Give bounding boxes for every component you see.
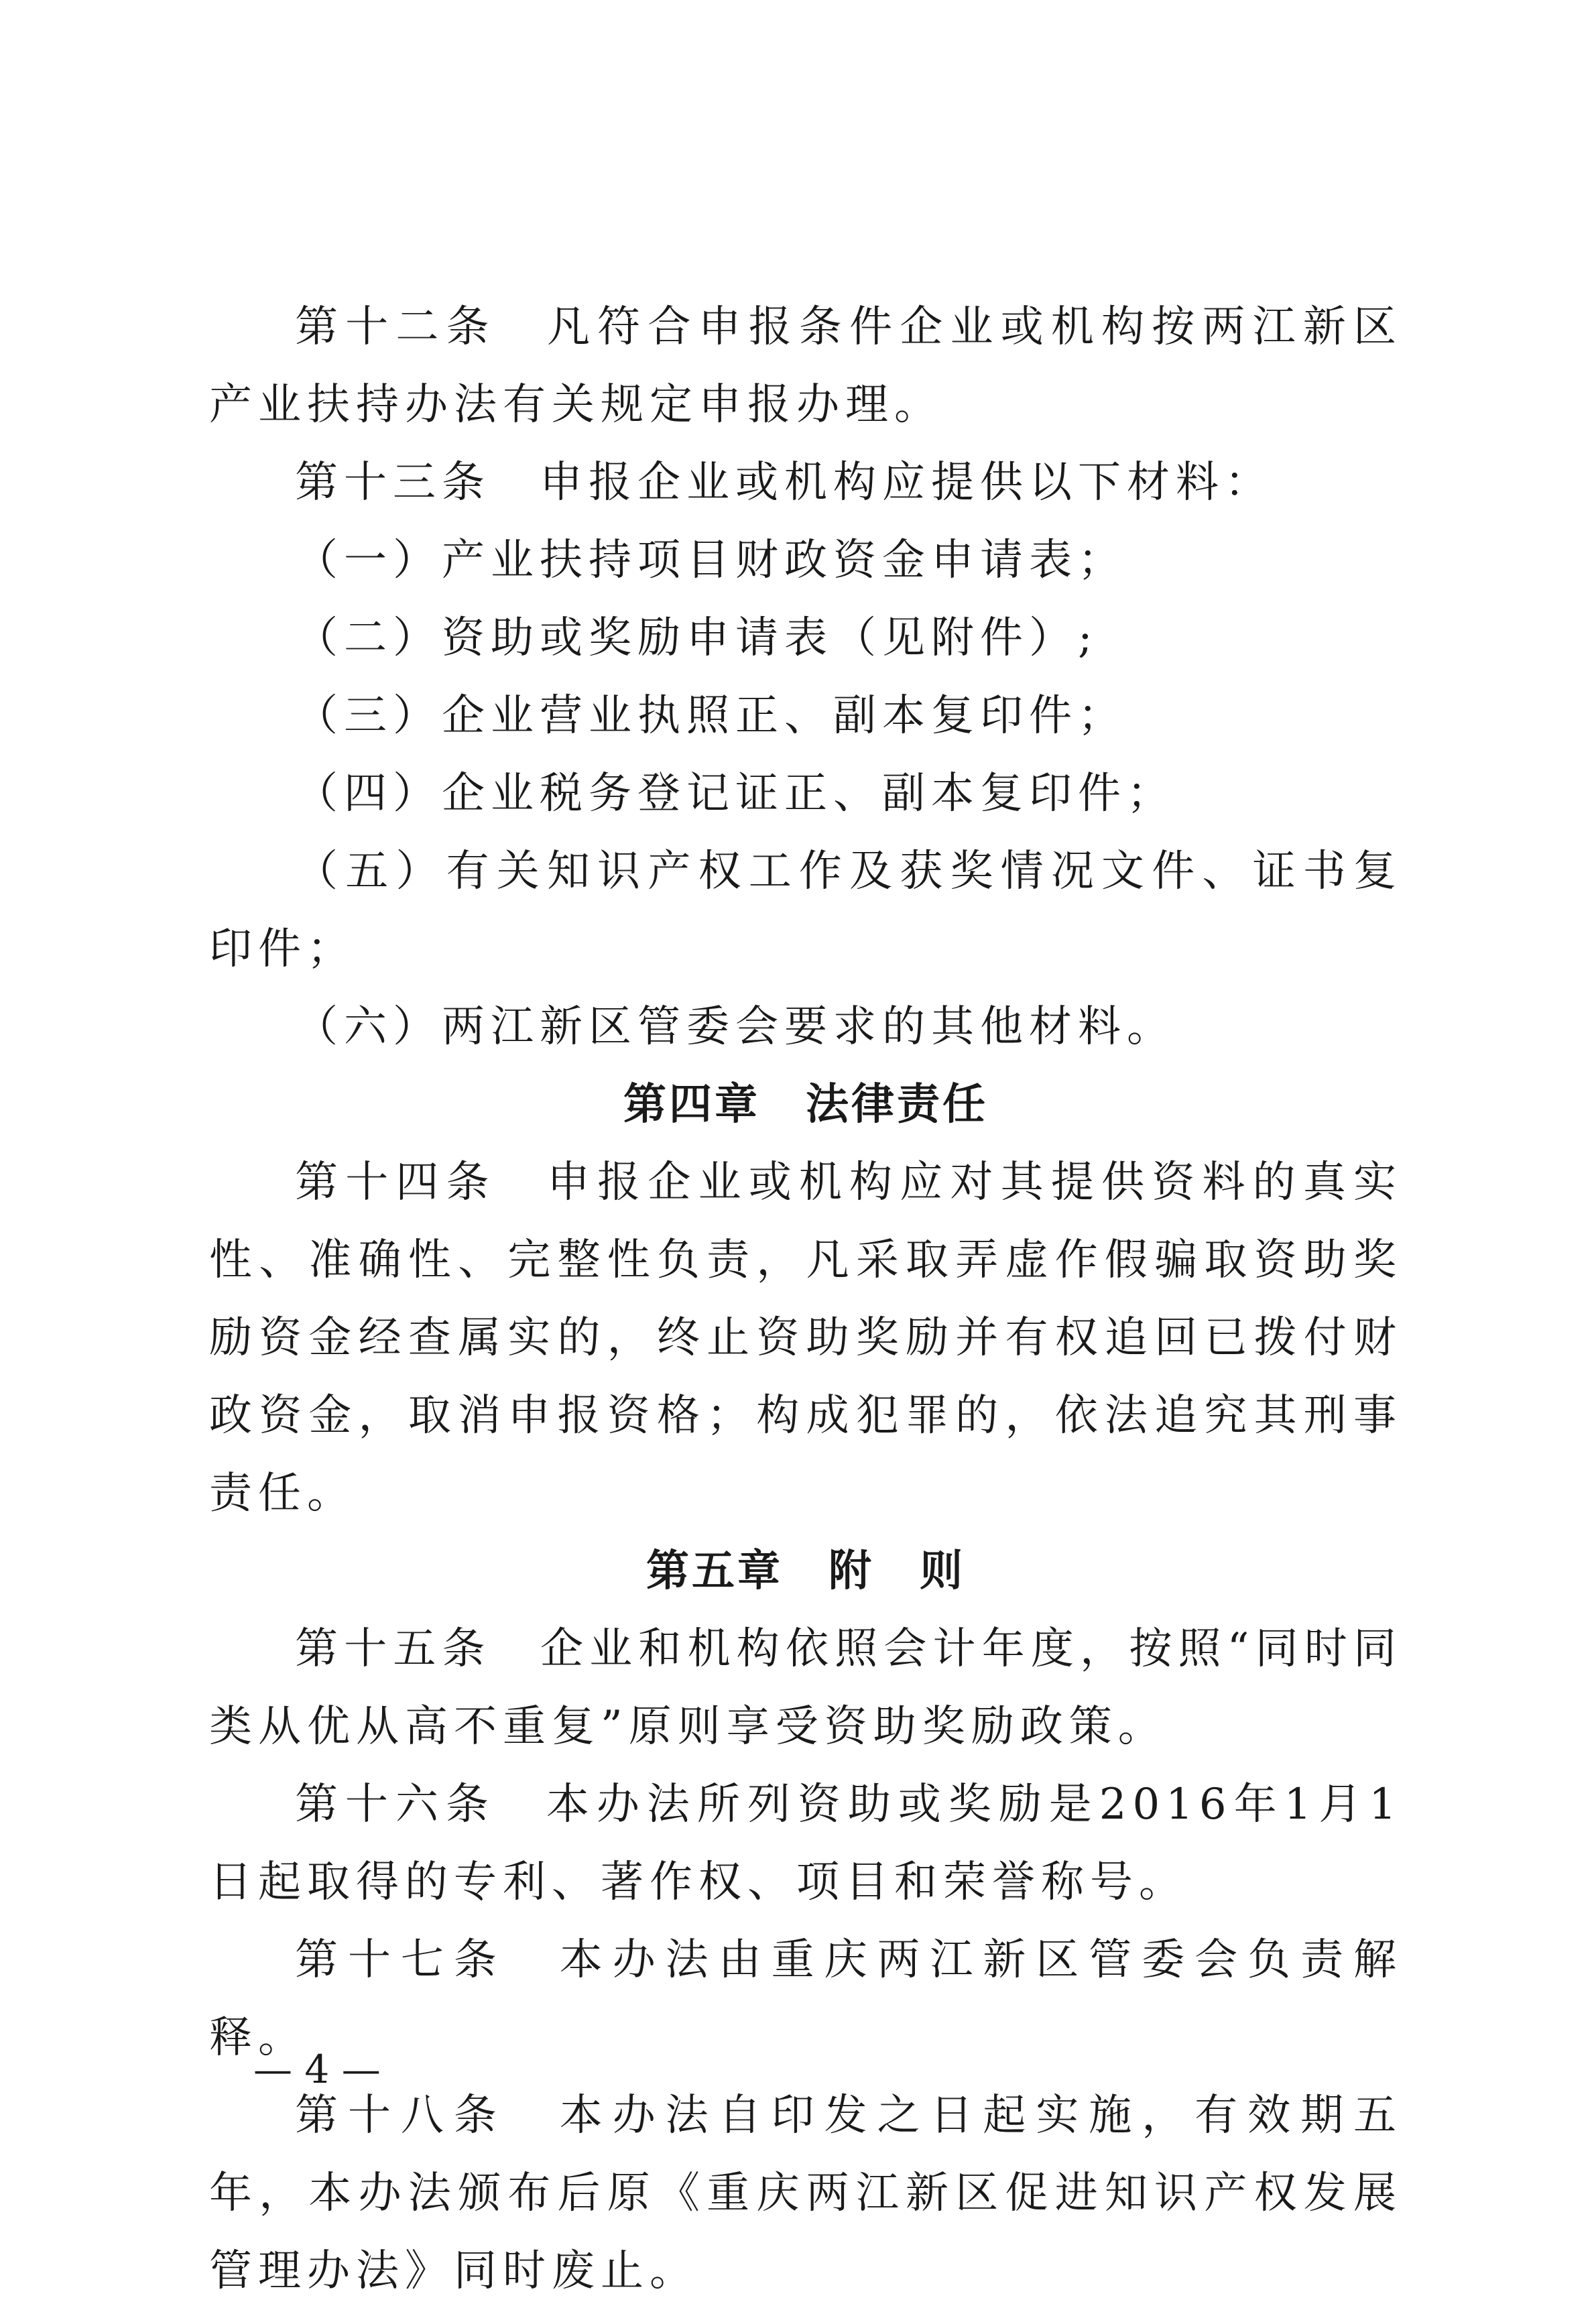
article-number: 第十六条: [295, 1780, 496, 1829]
article-text: 申报企业或机构应对其提供资料的真实性、准确性、完整性负责，凡采取弄虚作假骗取资助奖励资金经查属实的，终止资助奖励并有权追回已拨付财政资金，取消申报资格；构成犯罪的，依法追究其刑事责任。: [209, 1158, 1403, 1518]
article-14: [209, 1144, 1402, 1532]
article-number: 第十八条: [295, 2091, 507, 2140]
list-item: （二）资助或奖励申请表（见附件）;: [295, 613, 1099, 663]
document-body: [209, 288, 1402, 2310]
article-number: 第十七条: [295, 1935, 507, 1985]
article-number: 第十五条: [295, 1624, 491, 1674]
article-17: [209, 1921, 1402, 2077]
article-16: [209, 1766, 1402, 1921]
article-number: 第十四条: [295, 1158, 497, 1207]
article-15: [209, 1610, 1402, 1766]
list-item: （一）产业扶持项目财政资金申请表；: [295, 536, 1127, 585]
list-item: （四）企业税务登记证正、副本复印件；: [295, 769, 1176, 818]
article-text: 本办法自印发之日起实施，有效期五年，本办法颁布后原《重庆两江新区促进知识产权发展管理办法》同时废止。: [209, 2091, 1403, 2296]
list-item: （三）企业营业执照正、副本复印件；: [295, 691, 1127, 741]
list-item: （六）两江新区管委会要求的其他材料。: [295, 1002, 1176, 1052]
article-13: [209, 444, 1402, 522]
article-12: [209, 288, 1402, 444]
article-text: 本办法由重庆两江新区管委会负责解释。: [209, 1935, 1403, 2063]
article-number: 第十三条: [295, 458, 491, 507]
article-number: 第十二条: [295, 302, 497, 352]
article-text: 凡符合申报条件企业或机构按两江新区产业扶持办法有关规定申报办理。: [209, 302, 1403, 430]
page-number: — 4 —: [253, 2047, 381, 2092]
article-text: 本办法所列资助或奖励是2016年1月1日起取得的专利、著作权、项目和荣誉称号。: [209, 1780, 1402, 1907]
list-item: （五）有关知识产权工作及获奖情况文件、证书复印件；: [209, 847, 1402, 974]
article-text: 企业和机构依照会计年度，按照“同时同类从优从高不重复”原则享受资助奖励政策。: [209, 1624, 1403, 1752]
chapter-heading: 第五章 附 则: [646, 1546, 965, 1596]
chapter-heading: 第四章 法律责任: [623, 1080, 988, 1130]
article-text: 申报企业或机构应提供以下材料：: [540, 458, 1274, 507]
article-18: [209, 2077, 1402, 2310]
